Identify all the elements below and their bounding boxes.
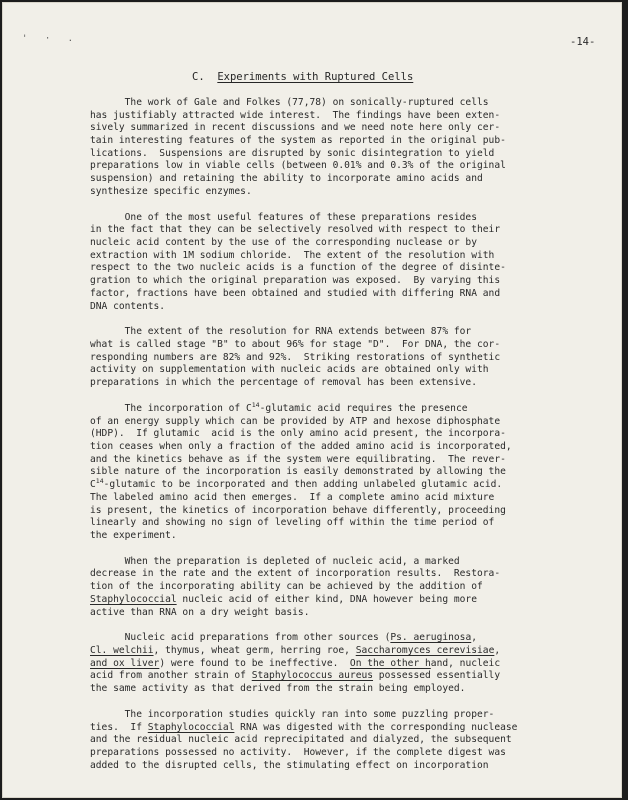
underlined-term: Staphylococcial xyxy=(90,593,177,605)
text-segment: nucleic acid of either kind, DNA however being more xyxy=(176,593,477,605)
text-segment: and the residual nucleic acid reprecipitated and dialyzed, the subsequent xyxy=(90,734,512,746)
text-segment: active than RNA on a dry weight basis. xyxy=(90,606,310,618)
text-line xyxy=(90,160,530,173)
text-line xyxy=(90,352,530,365)
text-segment: When the preparation is depleted of nucleic acid, a marked xyxy=(90,555,460,567)
text-segment: tion ceases when only a fraction of the added amino acid is incorporated, xyxy=(90,441,512,453)
text-segment: ) were found to be ineffective. xyxy=(159,657,350,669)
text-line xyxy=(90,250,530,263)
underlined-term: and ox liver xyxy=(90,657,160,669)
text-segment: of an energy supply which can be provided by ATP and hexose diphosphate xyxy=(90,415,501,427)
text-line xyxy=(90,632,530,645)
text-line xyxy=(90,224,530,237)
text-line xyxy=(90,479,530,492)
text-line xyxy=(90,148,530,161)
text-line xyxy=(90,454,530,467)
paragraph xyxy=(90,212,530,314)
text-line xyxy=(90,186,530,199)
text-line xyxy=(90,237,530,250)
underlined-term: Staphylococcus aureus xyxy=(251,670,374,682)
text-segment: sible nature of the incorporation is easily demonstrated by allowing the xyxy=(90,466,506,478)
text-segment: sively summarized in recent discussions and we need note here only cer- xyxy=(90,122,501,134)
text-segment: lications. Suspensions are disrupted by sonic disintegration to yield xyxy=(90,147,495,159)
text-line xyxy=(90,377,530,390)
text-segment: ties. If xyxy=(90,721,148,733)
text-segment: tion of the incorporating ability can be achieved by the addition of xyxy=(90,581,483,593)
underlined-term: Staphylococcial xyxy=(147,721,235,733)
text-segment: C xyxy=(90,479,96,491)
text-segment: The extent of the resolution for RNA extends between 87% for xyxy=(90,326,472,338)
text-line xyxy=(90,568,530,581)
text-segment: the same activity as that derived from the strain being employed. xyxy=(90,683,466,695)
text-line xyxy=(90,212,530,225)
text-segment: -glutamic to be incorporated and then adding unlabeled glutamic acid. xyxy=(103,479,503,491)
text-line xyxy=(90,262,530,275)
underlined-term: Saccharomyces cerevisiae xyxy=(355,645,495,657)
text-segment: extraction with 1M sodium chloride. The extent of the resolution with xyxy=(90,249,495,261)
text-line xyxy=(90,734,530,747)
text-line xyxy=(90,581,530,594)
paragraph xyxy=(90,556,530,619)
text-line xyxy=(90,173,530,186)
text-line xyxy=(90,326,530,339)
text-segment: tain interesting features of the system as reported in the original pub- xyxy=(90,135,506,147)
text-line xyxy=(90,403,530,416)
text-line xyxy=(90,594,530,607)
text-line xyxy=(90,556,530,569)
text-line xyxy=(90,658,530,671)
text-segment: responding numbers are 82% and 92%. Striking restorations of synthetic xyxy=(90,351,501,363)
text-line xyxy=(90,530,530,543)
paragraph xyxy=(90,632,530,695)
underlined-term: On the other h xyxy=(349,657,431,669)
text-segment: gration to which the original preparation was exposed. By varying this xyxy=(90,275,501,287)
paragraph xyxy=(90,97,530,199)
section-prefix: C. xyxy=(192,71,205,83)
scan-specks: ' · . xyxy=(22,34,80,44)
text-segment: Nucleic acid preparations from other sources ( xyxy=(90,632,391,644)
text-segment: has justifiably attracted wide interest. The findings have been exten- xyxy=(90,109,501,121)
document-page xyxy=(2,2,622,798)
text-segment: added to the disrupted cells, the stimulating effect on incorporation xyxy=(90,759,489,771)
text-line xyxy=(90,364,530,377)
text-segment: the experiment. xyxy=(90,529,177,541)
text-line xyxy=(90,97,530,110)
page-number: -14- xyxy=(570,36,596,48)
text-segment: DNA contents. xyxy=(90,300,166,312)
section-heading xyxy=(192,71,413,83)
text-segment: is present, the kinetics of incorporation behave differently, proceeding xyxy=(90,504,506,516)
text-line xyxy=(90,288,530,301)
text-line xyxy=(90,505,530,518)
text-line xyxy=(90,339,530,352)
text-line xyxy=(90,441,530,454)
superscript: 14 xyxy=(251,401,260,409)
text-segment: preparations low in viable cells (between 0.01% and 0.3% of the original xyxy=(90,160,506,172)
text-segment: decrease in the rate and the extent of incorporation results. Restora- xyxy=(90,568,501,580)
underlined-term: Ps. aeruginosa xyxy=(390,632,472,644)
text-line xyxy=(90,709,530,722)
text-segment: and, nucleic xyxy=(430,657,501,669)
text-segment: linearly and showing no sign of leveling off within the time period of xyxy=(90,517,495,529)
text-line xyxy=(90,722,530,735)
text-segment: preparations in which the percentage of removal has been extensive. xyxy=(90,377,477,389)
text-line xyxy=(90,747,530,760)
text-line xyxy=(90,760,530,773)
text-segment: The incorporation studies quickly ran into some puzzling proper- xyxy=(90,709,495,720)
text-line xyxy=(90,517,530,530)
underlined-term: Cl. welchii xyxy=(90,645,154,657)
text-segment: possessed essentially xyxy=(373,670,501,682)
paragraph xyxy=(90,326,530,389)
text-line xyxy=(90,607,530,620)
text-segment: nucleic acid content by the use of the corresponding nuclease or by xyxy=(90,237,477,249)
text-line xyxy=(90,428,530,441)
text-line xyxy=(90,492,530,505)
text-segment: (HDP). If glutamic acid is the only amino acid present, the incorpora- xyxy=(90,428,506,440)
text-segment: suspension) and retaining the ability to incorporate amino acids and xyxy=(90,173,483,185)
text-segment: what is called stage "B" to about 96% for stage "D". For DNA, the cor- xyxy=(90,339,501,351)
text-segment: , xyxy=(494,645,501,657)
section-title: Experiments with Ruptured Cells xyxy=(217,71,414,83)
text-line xyxy=(90,416,530,429)
text-segment: , xyxy=(471,632,478,644)
text-segment: One of the most useful features of these preparations resides xyxy=(90,211,477,223)
text-line xyxy=(90,466,530,479)
text-line xyxy=(90,122,530,135)
text-line xyxy=(90,683,530,696)
text-segment: The work of Gale and Folkes (77,78) on sonically-ruptured cells xyxy=(90,97,489,108)
text-segment: in the fact that they can be selectively resolved with respect to their xyxy=(90,224,501,236)
text-segment: synthesize specific enzymes. xyxy=(90,185,252,197)
text-line xyxy=(90,135,530,148)
text-segment: The labeled amino acid then emerges. If a complete amino acid mixture xyxy=(90,491,495,503)
paragraph xyxy=(90,709,530,772)
superscript: 14 xyxy=(95,477,104,486)
text-segment: , thymus, wheat germ, herring roe, xyxy=(153,645,356,657)
text-line xyxy=(90,275,530,288)
text-segment: acid from another strain of xyxy=(90,670,252,682)
text-segment: RNA was digested with the corresponding nuclease xyxy=(234,721,518,733)
text-segment: factor, fractions have been obtained and studied with differing RNA and xyxy=(90,287,501,299)
text-segment: and the kinetics behave as if the system were equilibrating. The rever- xyxy=(90,453,506,465)
text-line xyxy=(90,645,530,658)
text-segment: preparations possessed no activity. However, if the complete digest was xyxy=(90,747,506,759)
text-line xyxy=(90,670,530,683)
text-segment: activity on supplementation with nucleic acids are obtained only with xyxy=(90,364,489,376)
body-text xyxy=(90,97,530,786)
text-line xyxy=(90,110,530,123)
text-segment: respect to the two nucleic acids is a function of the degree of disinte- xyxy=(90,262,506,274)
paragraph xyxy=(90,403,530,543)
text-line xyxy=(90,301,530,314)
text-segment: The incorporation of C xyxy=(90,403,252,414)
text-segment: -glutamic acid requires the presence xyxy=(259,403,468,414)
